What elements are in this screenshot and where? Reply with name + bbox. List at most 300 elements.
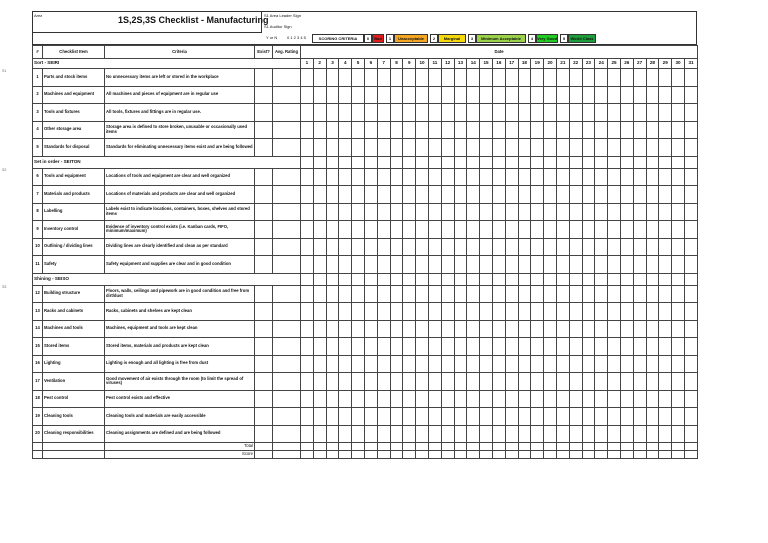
- rating-cell[interactable]: [428, 121, 441, 139]
- rating-cell[interactable]: [608, 256, 621, 274]
- rating-cell[interactable]: [646, 69, 659, 87]
- rating-cell[interactable]: [569, 186, 582, 204]
- rating-cell[interactable]: [339, 285, 352, 303]
- exist-cell[interactable]: [255, 121, 273, 139]
- rating-cell[interactable]: [505, 373, 518, 391]
- rating-cell[interactable]: [659, 104, 672, 122]
- rating-cell[interactable]: [608, 390, 621, 408]
- rating-cell[interactable]: [313, 104, 326, 122]
- score-day-cell[interactable]: [620, 451, 633, 459]
- total-day-cell[interactable]: [301, 443, 314, 451]
- rating-cell[interactable]: [377, 168, 390, 186]
- rating-cell[interactable]: [454, 256, 467, 274]
- rating-cell[interactable]: [505, 285, 518, 303]
- rating-cell[interactable]: [505, 390, 518, 408]
- rating-cell[interactable]: [556, 303, 569, 321]
- rating-cell[interactable]: [313, 373, 326, 391]
- rating-cell[interactable]: [467, 373, 480, 391]
- exist-cell[interactable]: [255, 338, 273, 356]
- total-day-cell[interactable]: [364, 443, 377, 451]
- rating-cell[interactable]: [352, 139, 365, 157]
- rating-cell[interactable]: [620, 338, 633, 356]
- rating-cell[interactable]: [480, 256, 493, 274]
- rating-cell[interactable]: [544, 390, 557, 408]
- rating-cell[interactable]: [390, 121, 403, 139]
- rating-cell[interactable]: [518, 408, 531, 426]
- rating-cell[interactable]: [582, 203, 595, 221]
- rating-cell[interactable]: [492, 256, 505, 274]
- rating-cell[interactable]: [326, 355, 339, 373]
- rating-cell[interactable]: [684, 408, 697, 426]
- rating-cell[interactable]: [595, 139, 608, 157]
- rating-cell[interactable]: [364, 425, 377, 443]
- rating-cell[interactable]: [646, 320, 659, 338]
- rating-cell[interactable]: [582, 238, 595, 256]
- score-day-cell[interactable]: [556, 451, 569, 459]
- rating-cell[interactable]: [352, 186, 365, 204]
- rating-cell[interactable]: [544, 104, 557, 122]
- rating-cell[interactable]: [672, 121, 685, 139]
- rating-cell[interactable]: [377, 390, 390, 408]
- rating-cell[interactable]: [352, 320, 365, 338]
- score-day-cell[interactable]: [684, 451, 697, 459]
- rating-cell[interactable]: [454, 203, 467, 221]
- rating-cell[interactable]: [313, 221, 326, 239]
- rating-cell[interactable]: [339, 121, 352, 139]
- rating-cell[interactable]: [531, 104, 544, 122]
- rating-cell[interactable]: [416, 168, 429, 186]
- rating-cell[interactable]: [620, 256, 633, 274]
- rating-cell[interactable]: [531, 303, 544, 321]
- total-avg-cell[interactable]: [273, 443, 301, 451]
- rating-cell[interactable]: [505, 338, 518, 356]
- rating-cell[interactable]: [454, 186, 467, 204]
- rating-cell[interactable]: [518, 186, 531, 204]
- rating-cell[interactable]: [454, 373, 467, 391]
- rating-cell[interactable]: [377, 186, 390, 204]
- rating-cell[interactable]: [441, 390, 454, 408]
- total-day-cell[interactable]: [556, 443, 569, 451]
- rating-cell[interactable]: [313, 320, 326, 338]
- area-leader-sign[interactable]: S1 Area Leader Sign: [264, 13, 301, 18]
- rating-cell[interactable]: [518, 320, 531, 338]
- rating-cell[interactable]: [301, 338, 314, 356]
- score-day-cell[interactable]: [352, 451, 365, 459]
- rating-cell[interactable]: [480, 69, 493, 87]
- rating-cell[interactable]: [646, 86, 659, 104]
- rating-cell[interactable]: [531, 86, 544, 104]
- rating-cell[interactable]: [377, 104, 390, 122]
- rating-cell[interactable]: [352, 285, 365, 303]
- rating-cell[interactable]: [608, 320, 621, 338]
- rating-cell[interactable]: [633, 121, 646, 139]
- rating-cell[interactable]: [352, 303, 365, 321]
- rating-cell[interactable]: [428, 425, 441, 443]
- rating-cell[interactable]: [403, 69, 416, 87]
- rating-cell[interactable]: [364, 355, 377, 373]
- rating-cell[interactable]: [339, 355, 352, 373]
- rating-cell[interactable]: [646, 256, 659, 274]
- rating-cell[interactable]: [313, 408, 326, 426]
- rating-cell[interactable]: [505, 104, 518, 122]
- rating-cell[interactable]: [480, 238, 493, 256]
- rating-cell[interactable]: [326, 425, 339, 443]
- rating-cell[interactable]: [339, 86, 352, 104]
- rating-cell[interactable]: [505, 408, 518, 426]
- rating-cell[interactable]: [441, 203, 454, 221]
- total-day-cell[interactable]: [569, 443, 582, 451]
- score-day-cell[interactable]: [569, 451, 582, 459]
- rating-cell[interactable]: [352, 104, 365, 122]
- rating-cell[interactable]: [646, 390, 659, 408]
- rating-cell[interactable]: [595, 338, 608, 356]
- rating-cell[interactable]: [454, 425, 467, 443]
- rating-cell[interactable]: [620, 303, 633, 321]
- rating-cell[interactable]: [659, 390, 672, 408]
- rating-cell[interactable]: [326, 238, 339, 256]
- avg-rating-cell[interactable]: [273, 303, 301, 321]
- rating-cell[interactable]: [428, 355, 441, 373]
- rating-cell[interactable]: [326, 221, 339, 239]
- score-day-cell[interactable]: [608, 451, 621, 459]
- score-day-cell[interactable]: [595, 451, 608, 459]
- rating-cell[interactable]: [467, 104, 480, 122]
- rating-cell[interactable]: [441, 168, 454, 186]
- rating-cell[interactable]: [505, 121, 518, 139]
- rating-cell[interactable]: [633, 408, 646, 426]
- score-day-cell[interactable]: [377, 451, 390, 459]
- rating-cell[interactable]: [672, 338, 685, 356]
- rating-cell[interactable]: [569, 69, 582, 87]
- rating-cell[interactable]: [301, 373, 314, 391]
- rating-cell[interactable]: [428, 303, 441, 321]
- rating-cell[interactable]: [480, 86, 493, 104]
- rating-cell[interactable]: [301, 238, 314, 256]
- rating-cell[interactable]: [480, 338, 493, 356]
- rating-cell[interactable]: [313, 139, 326, 157]
- rating-cell[interactable]: [416, 303, 429, 321]
- rating-cell[interactable]: [480, 139, 493, 157]
- rating-cell[interactable]: [480, 320, 493, 338]
- rating-cell[interactable]: [326, 104, 339, 122]
- rating-cell[interactable]: [467, 221, 480, 239]
- rating-cell[interactable]: [480, 285, 493, 303]
- rating-cell[interactable]: [684, 373, 697, 391]
- total-day-cell[interactable]: [684, 443, 697, 451]
- rating-cell[interactable]: [569, 408, 582, 426]
- rating-cell[interactable]: [301, 139, 314, 157]
- total-day-cell[interactable]: [467, 443, 480, 451]
- rating-cell[interactable]: [428, 203, 441, 221]
- rating-cell[interactable]: [454, 355, 467, 373]
- rating-cell[interactable]: [301, 285, 314, 303]
- rating-cell[interactable]: [620, 390, 633, 408]
- exist-cell[interactable]: [255, 69, 273, 87]
- rating-cell[interactable]: [633, 256, 646, 274]
- rating-cell[interactable]: [518, 203, 531, 221]
- score-day-cell[interactable]: [492, 451, 505, 459]
- rating-cell[interactable]: [531, 285, 544, 303]
- rating-cell[interactable]: [467, 256, 480, 274]
- rating-cell[interactable]: [684, 355, 697, 373]
- score-day-cell[interactable]: [403, 451, 416, 459]
- rating-cell[interactable]: [313, 168, 326, 186]
- rating-cell[interactable]: [684, 320, 697, 338]
- rating-cell[interactable]: [467, 338, 480, 356]
- rating-cell[interactable]: [569, 338, 582, 356]
- rating-cell[interactable]: [531, 186, 544, 204]
- rating-cell[interactable]: [301, 69, 314, 87]
- rating-cell[interactable]: [428, 373, 441, 391]
- rating-cell[interactable]: [531, 256, 544, 274]
- score-day-cell[interactable]: [326, 451, 339, 459]
- rating-cell[interactable]: [364, 139, 377, 157]
- rating-cell[interactable]: [352, 121, 365, 139]
- score-avg-cell[interactable]: [273, 451, 301, 459]
- rating-cell[interactable]: [505, 139, 518, 157]
- rating-cell[interactable]: [441, 186, 454, 204]
- rating-cell[interactable]: [492, 320, 505, 338]
- avg-rating-cell[interactable]: [273, 425, 301, 443]
- rating-cell[interactable]: [672, 69, 685, 87]
- rating-cell[interactable]: [633, 355, 646, 373]
- rating-cell[interactable]: [595, 285, 608, 303]
- rating-cell[interactable]: [480, 104, 493, 122]
- rating-cell[interactable]: [518, 256, 531, 274]
- rating-cell[interactable]: [633, 186, 646, 204]
- rating-cell[interactable]: [518, 121, 531, 139]
- rating-cell[interactable]: [467, 355, 480, 373]
- rating-cell[interactable]: [390, 408, 403, 426]
- rating-cell[interactable]: [403, 408, 416, 426]
- rating-cell[interactable]: [505, 203, 518, 221]
- rating-cell[interactable]: [403, 355, 416, 373]
- rating-cell[interactable]: [352, 425, 365, 443]
- rating-cell[interactable]: [633, 320, 646, 338]
- rating-cell[interactable]: [582, 121, 595, 139]
- rating-cell[interactable]: [441, 69, 454, 87]
- rating-cell[interactable]: [582, 168, 595, 186]
- rating-cell[interactable]: [582, 104, 595, 122]
- total-day-cell[interactable]: [390, 443, 403, 451]
- rating-cell[interactable]: [416, 238, 429, 256]
- rating-cell[interactable]: [313, 186, 326, 204]
- rating-cell[interactable]: [556, 355, 569, 373]
- rating-cell[interactable]: [646, 203, 659, 221]
- rating-cell[interactable]: [492, 425, 505, 443]
- rating-cell[interactable]: [364, 69, 377, 87]
- rating-cell[interactable]: [672, 390, 685, 408]
- rating-cell[interactable]: [352, 338, 365, 356]
- rating-cell[interactable]: [659, 121, 672, 139]
- score-day-cell[interactable]: [582, 451, 595, 459]
- rating-cell[interactable]: [377, 408, 390, 426]
- rating-cell[interactable]: [608, 139, 621, 157]
- rating-cell[interactable]: [531, 221, 544, 239]
- rating-cell[interactable]: [364, 303, 377, 321]
- rating-cell[interactable]: [518, 303, 531, 321]
- rating-cell[interactable]: [518, 168, 531, 186]
- rating-cell[interactable]: [531, 168, 544, 186]
- rating-cell[interactable]: [633, 303, 646, 321]
- rating-cell[interactable]: [428, 104, 441, 122]
- rating-cell[interactable]: [569, 256, 582, 274]
- rating-cell[interactable]: [301, 121, 314, 139]
- rating-cell[interactable]: [428, 86, 441, 104]
- rating-cell[interactable]: [620, 320, 633, 338]
- rating-cell[interactable]: [582, 221, 595, 239]
- rating-cell[interactable]: [659, 69, 672, 87]
- exist-cell[interactable]: [255, 168, 273, 186]
- rating-cell[interactable]: [326, 69, 339, 87]
- rating-cell[interactable]: [480, 408, 493, 426]
- rating-cell[interactable]: [454, 408, 467, 426]
- exist-cell[interactable]: [255, 139, 273, 157]
- rating-cell[interactable]: [339, 139, 352, 157]
- rating-cell[interactable]: [377, 355, 390, 373]
- rating-cell[interactable]: [684, 238, 697, 256]
- rating-cell[interactable]: [364, 168, 377, 186]
- rating-cell[interactable]: [633, 168, 646, 186]
- rating-cell[interactable]: [492, 373, 505, 391]
- rating-cell[interactable]: [326, 320, 339, 338]
- score-exist-cell[interactable]: [255, 451, 273, 459]
- rating-cell[interactable]: [467, 408, 480, 426]
- rating-cell[interactable]: [672, 139, 685, 157]
- rating-cell[interactable]: [403, 320, 416, 338]
- rating-cell[interactable]: [518, 355, 531, 373]
- rating-cell[interactable]: [454, 320, 467, 338]
- rating-cell[interactable]: [620, 355, 633, 373]
- rating-cell[interactable]: [684, 168, 697, 186]
- rating-cell[interactable]: [326, 338, 339, 356]
- rating-cell[interactable]: [608, 425, 621, 443]
- rating-cell[interactable]: [505, 238, 518, 256]
- rating-cell[interactable]: [505, 303, 518, 321]
- rating-cell[interactable]: [544, 86, 557, 104]
- rating-cell[interactable]: [377, 121, 390, 139]
- rating-cell[interactable]: [646, 139, 659, 157]
- rating-cell[interactable]: [556, 238, 569, 256]
- rating-cell[interactable]: [390, 425, 403, 443]
- avg-rating-cell[interactable]: [273, 69, 301, 87]
- rating-cell[interactable]: [377, 86, 390, 104]
- rating-cell[interactable]: [390, 86, 403, 104]
- rating-cell[interactable]: [505, 425, 518, 443]
- rating-cell[interactable]: [620, 203, 633, 221]
- rating-cell[interactable]: [672, 373, 685, 391]
- total-day-cell[interactable]: [582, 443, 595, 451]
- rating-cell[interactable]: [684, 186, 697, 204]
- rating-cell[interactable]: [352, 69, 365, 87]
- rating-cell[interactable]: [377, 203, 390, 221]
- rating-cell[interactable]: [313, 69, 326, 87]
- score-day-cell[interactable]: [301, 451, 314, 459]
- rating-cell[interactable]: [467, 320, 480, 338]
- exist-cell[interactable]: [255, 373, 273, 391]
- rating-cell[interactable]: [364, 256, 377, 274]
- rating-cell[interactable]: [301, 104, 314, 122]
- rating-cell[interactable]: [672, 285, 685, 303]
- score-day-cell[interactable]: [518, 451, 531, 459]
- rating-cell[interactable]: [428, 320, 441, 338]
- avg-rating-cell[interactable]: [273, 238, 301, 256]
- rating-cell[interactable]: [531, 121, 544, 139]
- total-day-cell[interactable]: [672, 443, 685, 451]
- rating-cell[interactable]: [339, 303, 352, 321]
- rating-cell[interactable]: [646, 221, 659, 239]
- rating-cell[interactable]: [364, 186, 377, 204]
- rating-cell[interactable]: [556, 425, 569, 443]
- rating-cell[interactable]: [492, 104, 505, 122]
- rating-cell[interactable]: [582, 373, 595, 391]
- rating-cell[interactable]: [403, 121, 416, 139]
- rating-cell[interactable]: [441, 408, 454, 426]
- total-day-cell[interactable]: [505, 443, 518, 451]
- rating-cell[interactable]: [416, 69, 429, 87]
- rating-cell[interactable]: [608, 69, 621, 87]
- rating-cell[interactable]: [659, 303, 672, 321]
- rating-cell[interactable]: [403, 186, 416, 204]
- rating-cell[interactable]: [428, 338, 441, 356]
- exist-cell[interactable]: [255, 203, 273, 221]
- rating-cell[interactable]: [556, 390, 569, 408]
- rating-cell[interactable]: [441, 104, 454, 122]
- rating-cell[interactable]: [403, 203, 416, 221]
- rating-cell[interactable]: [403, 338, 416, 356]
- rating-cell[interactable]: [364, 121, 377, 139]
- rating-cell[interactable]: [608, 104, 621, 122]
- rating-cell[interactable]: [595, 320, 608, 338]
- rating-cell[interactable]: [454, 303, 467, 321]
- rating-cell[interactable]: [390, 104, 403, 122]
- rating-cell[interactable]: [531, 355, 544, 373]
- rating-cell[interactable]: [492, 238, 505, 256]
- rating-cell[interactable]: [301, 221, 314, 239]
- rating-cell[interactable]: [569, 425, 582, 443]
- rating-cell[interactable]: [403, 104, 416, 122]
- rating-cell[interactable]: [428, 221, 441, 239]
- rating-cell[interactable]: [620, 425, 633, 443]
- rating-cell[interactable]: [480, 303, 493, 321]
- rating-cell[interactable]: [569, 285, 582, 303]
- rating-cell[interactable]: [313, 390, 326, 408]
- rating-cell[interactable]: [505, 221, 518, 239]
- rating-cell[interactable]: [352, 168, 365, 186]
- rating-cell[interactable]: [659, 203, 672, 221]
- rating-cell[interactable]: [620, 69, 633, 87]
- rating-cell[interactable]: [480, 203, 493, 221]
- rating-cell[interactable]: [377, 373, 390, 391]
- rating-cell[interactable]: [390, 186, 403, 204]
- rating-cell[interactable]: [492, 139, 505, 157]
- rating-cell[interactable]: [364, 338, 377, 356]
- rating-cell[interactable]: [326, 256, 339, 274]
- rating-cell[interactable]: [441, 256, 454, 274]
- rating-cell[interactable]: [441, 121, 454, 139]
- rating-cell[interactable]: [301, 86, 314, 104]
- rating-cell[interactable]: [620, 285, 633, 303]
- score-day-cell[interactable]: [364, 451, 377, 459]
- rating-cell[interactable]: [403, 86, 416, 104]
- rating-cell[interactable]: [339, 425, 352, 443]
- total-exist-cell[interactable]: [255, 443, 273, 451]
- rating-cell[interactable]: [454, 285, 467, 303]
- rating-cell[interactable]: [518, 425, 531, 443]
- rating-cell[interactable]: [672, 238, 685, 256]
- rating-cell[interactable]: [377, 238, 390, 256]
- rating-cell[interactable]: [608, 303, 621, 321]
